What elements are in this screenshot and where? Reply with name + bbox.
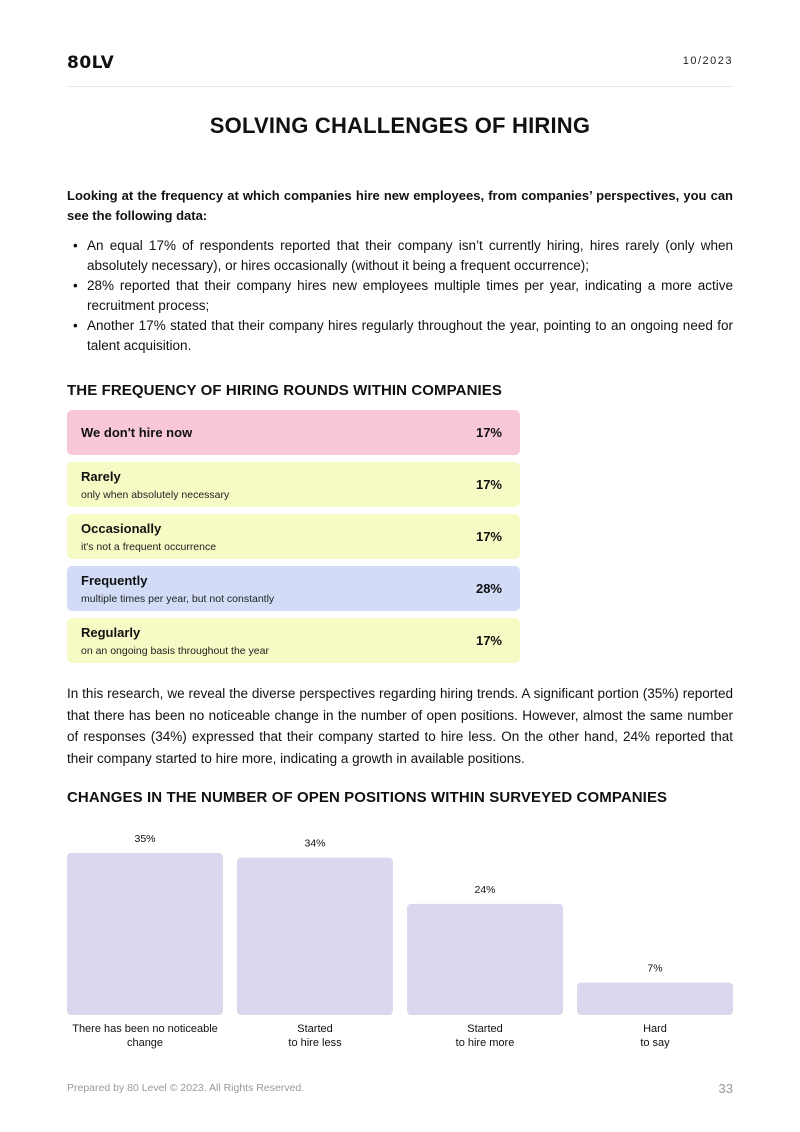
frequency-value: 17% [475,425,502,440]
list-item: • An equal 17% of respondents reported that their company isn’t currently hiring, hires rarely (only when absolutely necessary), or hires occasionally (without it being a frequent occurrence); [67,236,733,276]
frequency-row [67,618,520,663]
frequency-value: 17% [475,477,502,492]
header-divider [67,86,733,87]
bar [237,858,393,1015]
category-label: to say [640,1037,670,1049]
bar [577,983,733,1015]
category-label: to hire more [455,1037,515,1049]
frequency-row [67,514,520,559]
bar [67,853,223,1015]
frequency-sublabel: it's not a frequent occurrence [81,540,217,553]
footer-text: Prepared by 80 Level © 2023. All Rights Reserved. [67,1082,305,1094]
frequency-table [67,410,520,670]
frequency-row [67,410,520,455]
category-label: Hard [643,1023,667,1035]
frequency-label: Occasionally [81,520,162,536]
frequency-row [67,462,520,507]
page-number: 33 [718,1081,733,1096]
80lv-logo [67,53,135,70]
frequency-label: We don't hire now [81,425,193,440]
frequency-value: 17% [475,633,502,648]
bar-value-label: 34% [304,837,326,850]
report-date: 10/2023 [682,55,733,67]
frequency-value: 17% [475,529,502,544]
intro-text: Looking at the frequency at which companies hire new employees, from companies’ perspectives, you can see the following data: [67,188,733,223]
category-label: to hire less [288,1037,342,1049]
list-item: • Another 17% stated that their company hires regularly throughout the year, pointing to an ongoing need for talent acquisition. [67,316,733,356]
bar-value-label: 35% [134,833,156,845]
frequency-value: 28% [475,581,502,596]
frequency-row [67,566,520,611]
findings-list [67,236,733,356]
frequency-sublabel: only when absolutely necessary [81,488,230,501]
category-label: Started [467,1023,503,1035]
research-paragraph: In this research, we reveal the diverse perspectives regarding hiring trends. A significant portion (35%) reported that there has been no noticeable change in the number of open positions. However, almost the same number of responses (34%) expressed that their company started to hire less. On the other hand, 24% reported that their company started to hire more, indicating a growth in available positions. [67,686,733,766]
frequency-sublabel: multiple times per year, but not constantly [81,592,275,605]
bar-value-label: 7% [647,962,663,975]
frequency-heading: THE FREQUENCY OF HIRING ROUNDS WITHIN COMPANIES [67,382,502,399]
frequency-label: Rarely [81,468,121,484]
frequency-sublabel: on an ongoing basis throughout the year [81,644,269,657]
frequency-label: Frequently [81,572,148,588]
logo-text: 80LV [67,53,115,70]
category-label: change [126,1037,164,1049]
list-item: • 28% reported that their company hires new employees multiple times per year, indicating a more active recruitment process; [67,276,733,316]
chart-heading: CHANGES IN THE NUMBER OF OPEN POSITIONS WITHIN SURVEYED COMPANIES [67,789,668,806]
category-label: There has been no noticeable [72,1023,218,1035]
frequency-label: Regularly [81,624,141,640]
page-title: SOLVING CHALLENGES OF HIRING [209,113,591,138]
bar [407,904,563,1015]
bar-value-label: 24% [474,883,496,896]
category-label: Started [297,1023,333,1035]
